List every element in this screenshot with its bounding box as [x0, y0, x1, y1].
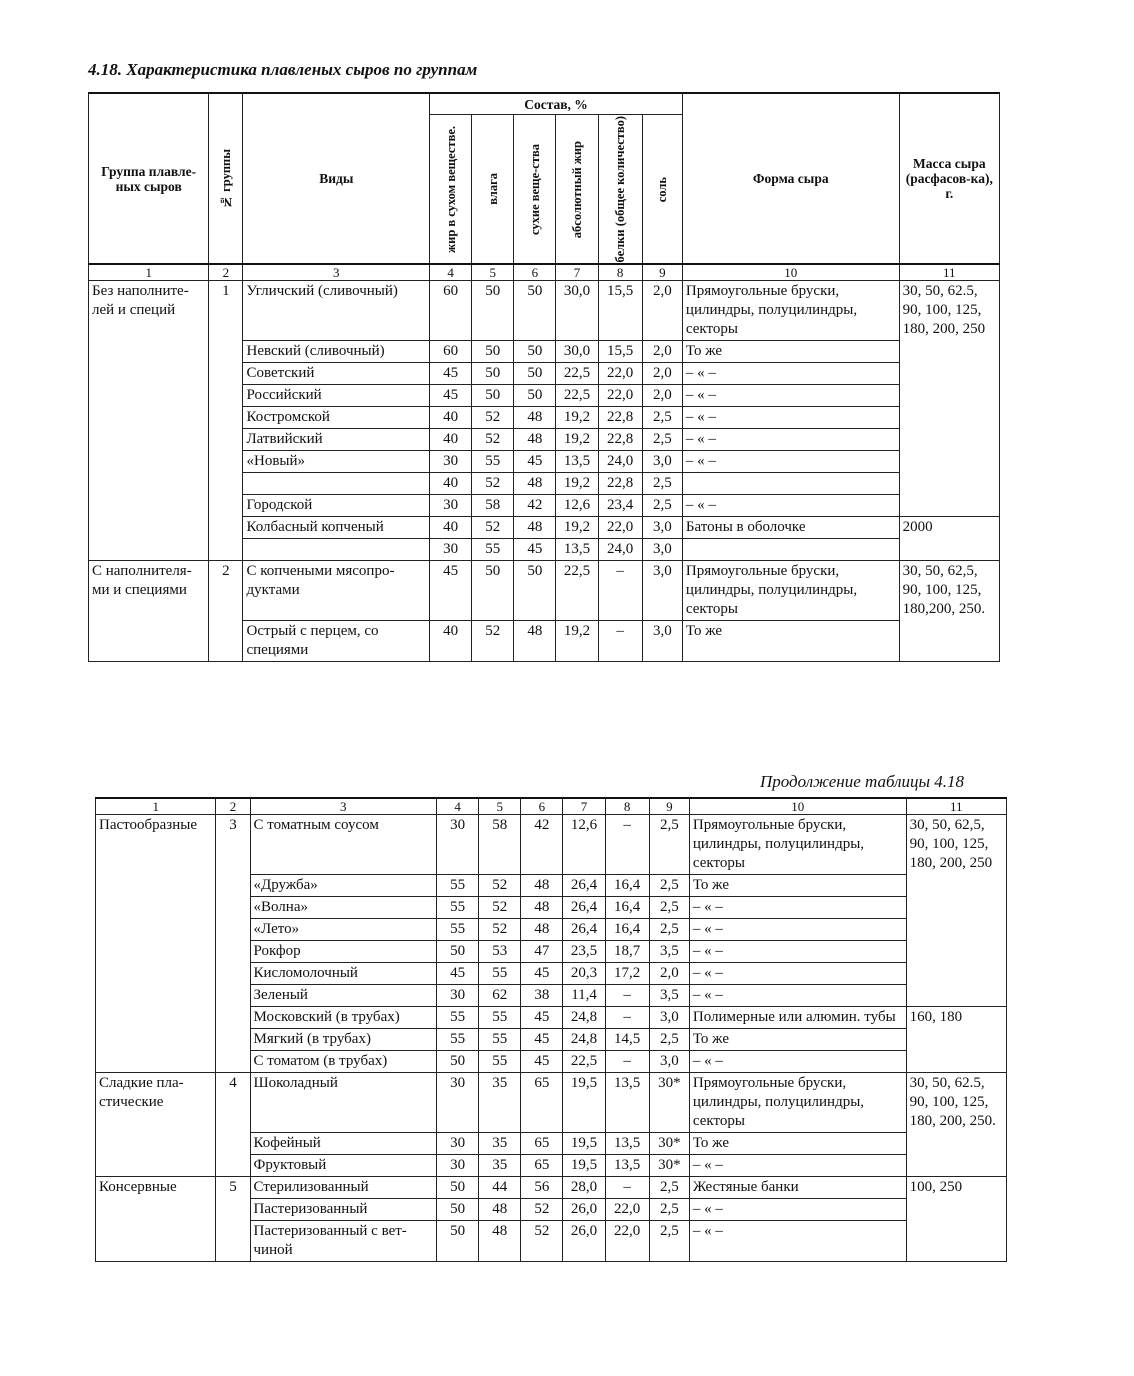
value-cell-c6: 48 [514, 517, 556, 539]
form-cell: То же [682, 621, 899, 662]
value-cell-c8: – [598, 621, 642, 662]
value-cell-c9: 2,5 [649, 815, 689, 875]
value-cell-c4: 50 [437, 941, 479, 963]
value-cell-c7: 12,6 [556, 495, 598, 517]
value-cell-c9: 30* [649, 1155, 689, 1177]
group-name-cell: Консервные [96, 1177, 216, 1262]
kind-cell: Городской [243, 495, 430, 517]
value-cell-c8: 13,5 [605, 1133, 649, 1155]
value-cell-c8: 15,5 [598, 281, 642, 341]
kind-cell: Латвийский [243, 429, 430, 451]
value-cell-c5: 50 [472, 341, 514, 363]
mass-cell: 2000 [899, 517, 999, 561]
value-cell-c8: 15,5 [598, 341, 642, 363]
value-cell-c9: 2,0 [642, 363, 682, 385]
group-number-cell: 2 [209, 561, 243, 662]
value-cell-c9: 2,5 [649, 1177, 689, 1199]
value-cell-c6: 38 [521, 985, 563, 1007]
value-cell-c6: 50 [514, 363, 556, 385]
value-cell-c7: 13,5 [556, 539, 598, 561]
value-cell-c8: 14,5 [605, 1029, 649, 1051]
value-cell-c8: – [598, 561, 642, 621]
value-cell-c4: 40 [430, 473, 472, 495]
value-cell-c6: 48 [514, 473, 556, 495]
value-cell-c4: 30 [437, 1133, 479, 1155]
value-cell-c4: 45 [437, 963, 479, 985]
value-cell-c7: 22,5 [563, 1051, 605, 1073]
column-index-row: 1 2 3 4 5 6 7 8 9 10 11 [96, 798, 1007, 815]
value-cell-c6: 47 [521, 941, 563, 963]
value-cell-c7: 19,2 [556, 407, 598, 429]
value-cell-c9: 2,5 [649, 1199, 689, 1221]
value-cell-c9: 2,5 [649, 897, 689, 919]
form-cell: Прямоугольные бруски, цилиндры, полуцилиндры, секторы [682, 561, 899, 621]
value-cell-c7: 28,0 [563, 1177, 605, 1199]
form-cell: – « – [689, 1051, 906, 1073]
header-dry: сухие веще-ства [514, 115, 556, 265]
kind-cell: Костромской [243, 407, 430, 429]
value-cell-c5: 62 [479, 985, 521, 1007]
value-cell-c8: 16,4 [605, 897, 649, 919]
value-cell-c6: 45 [521, 1007, 563, 1029]
value-cell-c6: 48 [514, 621, 556, 662]
value-cell-c4: 30 [430, 495, 472, 517]
value-cell-c7: 22,5 [556, 561, 598, 621]
value-cell-c4: 30 [437, 985, 479, 1007]
table-row [96, 1177, 1007, 1199]
value-cell-c4: 45 [430, 385, 472, 407]
value-cell-c7: 19,2 [556, 621, 598, 662]
value-cell-c5: 52 [472, 429, 514, 451]
mass-cell: 30, 50, 62,5, 90, 100, 125, 180, 200, 250 [906, 815, 1006, 1007]
group-number-cell: 3 [216, 815, 250, 1073]
value-cell-c5: 55 [479, 963, 521, 985]
value-cell-c7: 19,2 [556, 517, 598, 539]
value-cell-c6: 48 [521, 875, 563, 897]
kind-cell: «Дружба» [250, 875, 437, 897]
form-cell: – « – [682, 495, 899, 517]
form-cell: – « – [689, 963, 906, 985]
kind-cell: «Лето» [250, 919, 437, 941]
kind-cell: Фруктовый [250, 1155, 437, 1177]
value-cell-c8: 22,0 [605, 1221, 649, 1262]
form-cell: То же [682, 341, 899, 363]
value-cell-c4: 30 [430, 451, 472, 473]
value-cell-c7: 26,4 [563, 897, 605, 919]
value-cell-c9: 3,5 [649, 941, 689, 963]
value-cell-c7: 26,4 [563, 919, 605, 941]
value-cell-c9: 2,5 [649, 919, 689, 941]
value-cell-c8: 17,2 [605, 963, 649, 985]
form-cell: Жестяные банки [689, 1177, 906, 1199]
kind-cell: Острый с перцем, со специями [243, 621, 430, 662]
value-cell-c7: 23,5 [563, 941, 605, 963]
kind-cell: С томатом (в трубах) [250, 1051, 437, 1073]
value-cell-c7: 26,0 [563, 1199, 605, 1221]
form-cell: – « – [682, 407, 899, 429]
value-cell-c7: 26,4 [563, 875, 605, 897]
form-cell: – « – [689, 919, 906, 941]
value-cell-c8: – [605, 1177, 649, 1199]
value-cell-c4: 55 [437, 1029, 479, 1051]
header-group: Группа плавле-ных сыров [89, 93, 209, 264]
kind-cell: С томатным соусом [250, 815, 437, 875]
value-cell-c7: 19,2 [556, 473, 598, 495]
value-cell-c8: 22,0 [598, 517, 642, 539]
kind-cell: Рокфор [250, 941, 437, 963]
value-cell-c6: 52 [521, 1221, 563, 1262]
kind-cell: Невский (сливочный) [243, 341, 430, 363]
value-cell-c7: 26,0 [563, 1221, 605, 1262]
value-cell-c7: 19,2 [556, 429, 598, 451]
table-row [96, 815, 1007, 875]
group-number-cell: 4 [216, 1073, 250, 1177]
value-cell-c9: 2,0 [642, 341, 682, 363]
kind-cell: Колбасный копченый [243, 517, 430, 539]
value-cell-c8: 13,5 [605, 1073, 649, 1133]
form-cell: – « – [689, 1155, 906, 1177]
header-moisture: влага [472, 115, 514, 265]
value-cell-c5: 55 [479, 1051, 521, 1073]
value-cell-c9: 2,5 [642, 495, 682, 517]
value-cell-c6: 65 [521, 1073, 563, 1133]
value-cell-c4: 50 [437, 1199, 479, 1221]
group-name-cell: Сладкие пла-стические [96, 1073, 216, 1177]
value-cell-c7: 19,5 [563, 1155, 605, 1177]
value-cell-c5: 35 [479, 1073, 521, 1133]
header-mass: Масса сыра (расфасов-ка), г. [899, 93, 999, 264]
value-cell-c7: 19,5 [563, 1133, 605, 1155]
value-cell-c9: 2,0 [649, 963, 689, 985]
value-cell-c9: 2,5 [642, 407, 682, 429]
value-cell-c8: 24,0 [598, 539, 642, 561]
value-cell-c8: – [605, 985, 649, 1007]
value-cell-c9: 30* [649, 1133, 689, 1155]
kind-cell: Советский [243, 363, 430, 385]
value-cell-c9: 2,0 [642, 281, 682, 341]
form-cell: – « – [682, 363, 899, 385]
value-cell-c7: 30,0 [556, 281, 598, 341]
value-cell-c6: 50 [514, 281, 556, 341]
continuation-label: Продолжение таблицы 4.18 [760, 772, 965, 791]
form-cell: Батоны в оболочке [682, 517, 899, 539]
value-cell-c5: 52 [472, 621, 514, 662]
kind-cell: Мягкий (в трубах) [250, 1029, 437, 1051]
value-cell-c4: 40 [430, 429, 472, 451]
value-cell-c5: 58 [479, 815, 521, 875]
kind-cell: Угличский (сливочный) [243, 281, 430, 341]
kind-cell: «Новый» [243, 451, 430, 473]
value-cell-c4: 55 [437, 875, 479, 897]
value-cell-c6: 42 [514, 495, 556, 517]
form-cell: – « – [689, 941, 906, 963]
form-cell [682, 473, 899, 495]
table-row [89, 561, 1000, 621]
value-cell-c5: 50 [472, 385, 514, 407]
value-cell-c8: 22,0 [598, 363, 642, 385]
value-cell-c9: 3,0 [642, 517, 682, 539]
value-cell-c8: 22,8 [598, 407, 642, 429]
value-cell-c5: 52 [472, 407, 514, 429]
value-cell-c5: 52 [472, 473, 514, 495]
form-cell: – « – [689, 985, 906, 1007]
kind-cell: Зеленый [250, 985, 437, 1007]
value-cell-c9: 2,0 [642, 385, 682, 407]
value-cell-c6: 42 [521, 815, 563, 875]
kind-cell [243, 473, 430, 495]
value-cell-c6: 65 [521, 1133, 563, 1155]
table-title: 4.18. Характеристика плавленых сыров по группам [88, 60, 478, 79]
form-cell: – « – [682, 451, 899, 473]
value-cell-c9: 2,5 [642, 429, 682, 451]
value-cell-c4: 45 [430, 561, 472, 621]
value-cell-c5: 35 [479, 1155, 521, 1177]
group-number-cell: 1 [209, 281, 243, 561]
cheese-table-part1 [88, 92, 1000, 662]
value-cell-c6: 45 [514, 539, 556, 561]
value-cell-c4: 55 [437, 1007, 479, 1029]
value-cell-c5: 55 [479, 1007, 521, 1029]
value-cell-c8: 13,5 [605, 1155, 649, 1177]
value-cell-c4: 50 [437, 1177, 479, 1199]
value-cell-c5: 48 [479, 1221, 521, 1262]
value-cell-c7: 24,8 [563, 1029, 605, 1051]
form-cell [682, 539, 899, 561]
value-cell-c8: 16,4 [605, 875, 649, 897]
form-cell: – « – [689, 1199, 906, 1221]
value-cell-c5: 50 [472, 281, 514, 341]
header-fat-dry: жир в сухом веществе. [430, 115, 472, 265]
value-cell-c8: – [605, 1051, 649, 1073]
header-num: № группы [209, 93, 243, 264]
value-cell-c7: 24,8 [563, 1007, 605, 1029]
value-cell-c8: 22,0 [598, 385, 642, 407]
form-cell: Прямоугольные бруски, цилиндры, полуцилиндры, секторы [689, 1073, 906, 1133]
group-number-cell: 5 [216, 1177, 250, 1262]
value-cell-c8: 22,8 [598, 473, 642, 495]
value-cell-c5: 50 [472, 363, 514, 385]
mass-cell: 100, 250 [906, 1177, 1006, 1262]
value-cell-c9: 30* [649, 1073, 689, 1133]
kind-cell: С копчеными мясопро-дуктами [243, 561, 430, 621]
kind-cell: Шоколадный [250, 1073, 437, 1133]
table-row [96, 1073, 1007, 1133]
value-cell-c8: 24,0 [598, 451, 642, 473]
form-cell: То же [689, 1133, 906, 1155]
kind-cell: Пастеризованный [250, 1199, 437, 1221]
value-cell-c8: 16,4 [605, 919, 649, 941]
value-cell-c6: 56 [521, 1177, 563, 1199]
value-cell-c6: 48 [521, 919, 563, 941]
value-cell-c5: 50 [472, 561, 514, 621]
form-cell: Полимерные или алюмин. тубы [689, 1007, 906, 1029]
value-cell-c5: 52 [479, 875, 521, 897]
value-cell-c4: 50 [437, 1051, 479, 1073]
value-cell-c6: 50 [514, 341, 556, 363]
value-cell-c5: 44 [479, 1177, 521, 1199]
value-cell-c9: 2,5 [649, 875, 689, 897]
group-name-cell: Без наполните-лей и специй [89, 281, 209, 561]
form-cell: – « – [689, 897, 906, 919]
value-cell-c5: 35 [479, 1133, 521, 1155]
value-cell-c7: 30,0 [556, 341, 598, 363]
value-cell-c8: 22,8 [598, 429, 642, 451]
group-name-cell: С наполнителя-ми и специями [89, 561, 209, 662]
cheese-table-part2 [95, 797, 1007, 1262]
value-cell-c4: 30 [437, 1155, 479, 1177]
kind-cell: Кофейный [250, 1133, 437, 1155]
value-cell-c6: 48 [514, 429, 556, 451]
mass-cell: 160, 180 [906, 1007, 1006, 1073]
value-cell-c6: 48 [514, 407, 556, 429]
value-cell-c7: 20,3 [563, 963, 605, 985]
value-cell-c4: 60 [430, 281, 472, 341]
value-cell-c5: 58 [472, 495, 514, 517]
kind-cell [243, 539, 430, 561]
table-row [89, 281, 1000, 341]
value-cell-c4: 55 [437, 897, 479, 919]
value-cell-c6: 50 [514, 385, 556, 407]
value-cell-c7: 11,4 [563, 985, 605, 1007]
group-name-cell: Пастообразные [96, 815, 216, 1073]
form-cell: – « – [682, 385, 899, 407]
value-cell-c4: 55 [437, 919, 479, 941]
value-cell-c9: 3,0 [642, 539, 682, 561]
form-cell: Прямоугольные бруски, цилиндры, полуцилиндры, секторы [682, 281, 899, 341]
value-cell-c9: 2,5 [649, 1221, 689, 1262]
value-cell-c7: 22,5 [556, 363, 598, 385]
value-cell-c4: 40 [430, 407, 472, 429]
column-index-row: 1 2 3 4 5 6 7 8 9 10 11 [89, 264, 1000, 281]
value-cell-c9: 3,0 [642, 621, 682, 662]
value-cell-c9: 2,5 [649, 1029, 689, 1051]
value-cell-c9: 3,0 [642, 561, 682, 621]
kind-cell: Стерилизованный [250, 1177, 437, 1199]
header-protein: белки (общее количество) [598, 115, 642, 265]
value-cell-c8: 18,7 [605, 941, 649, 963]
value-cell-c9: 3,0 [649, 1051, 689, 1073]
value-cell-c6: 52 [521, 1199, 563, 1221]
value-cell-c6: 65 [521, 1155, 563, 1177]
value-cell-c4: 50 [437, 1221, 479, 1262]
value-cell-c9: 3,0 [642, 451, 682, 473]
value-cell-c5: 52 [479, 919, 521, 941]
value-cell-c5: 48 [479, 1199, 521, 1221]
form-cell: То же [689, 1029, 906, 1051]
value-cell-c5: 52 [472, 517, 514, 539]
mass-cell: 30, 50, 62,5, 90, 100, 125, 180,200, 250. [899, 561, 999, 662]
mass-cell: 30, 50, 62.5, 90, 100, 125, 180, 200, 250. [906, 1073, 1006, 1177]
kind-cell: Пастеризованный с вет-чиной [250, 1221, 437, 1262]
value-cell-c4: 30 [430, 539, 472, 561]
value-cell-c7: 19,5 [563, 1073, 605, 1133]
value-cell-c4: 60 [430, 341, 472, 363]
header-salt: соль [642, 115, 682, 265]
form-cell: – « – [682, 429, 899, 451]
header-composition: Состав, % [430, 93, 683, 115]
value-cell-c6: 50 [514, 561, 556, 621]
form-cell: То же [689, 875, 906, 897]
value-cell-c8: 23,4 [598, 495, 642, 517]
header-form: Форма сыра [682, 93, 899, 264]
value-cell-c4: 40 [430, 517, 472, 539]
value-cell-c8: – [605, 815, 649, 875]
value-cell-c9: 2,5 [642, 473, 682, 495]
value-cell-c7: 12,6 [563, 815, 605, 875]
value-cell-c4: 40 [430, 621, 472, 662]
value-cell-c5: 55 [472, 451, 514, 473]
kind-cell: Российский [243, 385, 430, 407]
value-cell-c4: 30 [437, 1073, 479, 1133]
header-abs-fat: абсолютный жир [556, 115, 598, 265]
value-cell-c4: 30 [437, 815, 479, 875]
value-cell-c7: 13,5 [556, 451, 598, 473]
kind-cell: «Волна» [250, 897, 437, 919]
value-cell-c5: 52 [479, 897, 521, 919]
value-cell-c8: 22,0 [605, 1199, 649, 1221]
value-cell-c8: – [605, 1007, 649, 1029]
form-cell: Прямоугольные бруски, цилиндры, полуцилиндры, секторы [689, 815, 906, 875]
kind-cell: Московский (в трубах) [250, 1007, 437, 1029]
value-cell-c6: 48 [521, 897, 563, 919]
value-cell-c5: 55 [472, 539, 514, 561]
mass-cell: 30, 50, 62.5, 90, 100, 125, 180, 200, 250 [899, 281, 999, 517]
value-cell-c7: 22,5 [556, 385, 598, 407]
value-cell-c9: 3,0 [649, 1007, 689, 1029]
value-cell-c5: 55 [479, 1029, 521, 1051]
value-cell-c9: 3,5 [649, 985, 689, 1007]
header-kinds: Виды [243, 93, 430, 264]
value-cell-c6: 45 [514, 451, 556, 473]
value-cell-c4: 45 [430, 363, 472, 385]
value-cell-c6: 45 [521, 1029, 563, 1051]
value-cell-c5: 53 [479, 941, 521, 963]
value-cell-c6: 45 [521, 963, 563, 985]
value-cell-c6: 45 [521, 1051, 563, 1073]
kind-cell: Кисломолочный [250, 963, 437, 985]
form-cell: – « – [689, 1221, 906, 1262]
